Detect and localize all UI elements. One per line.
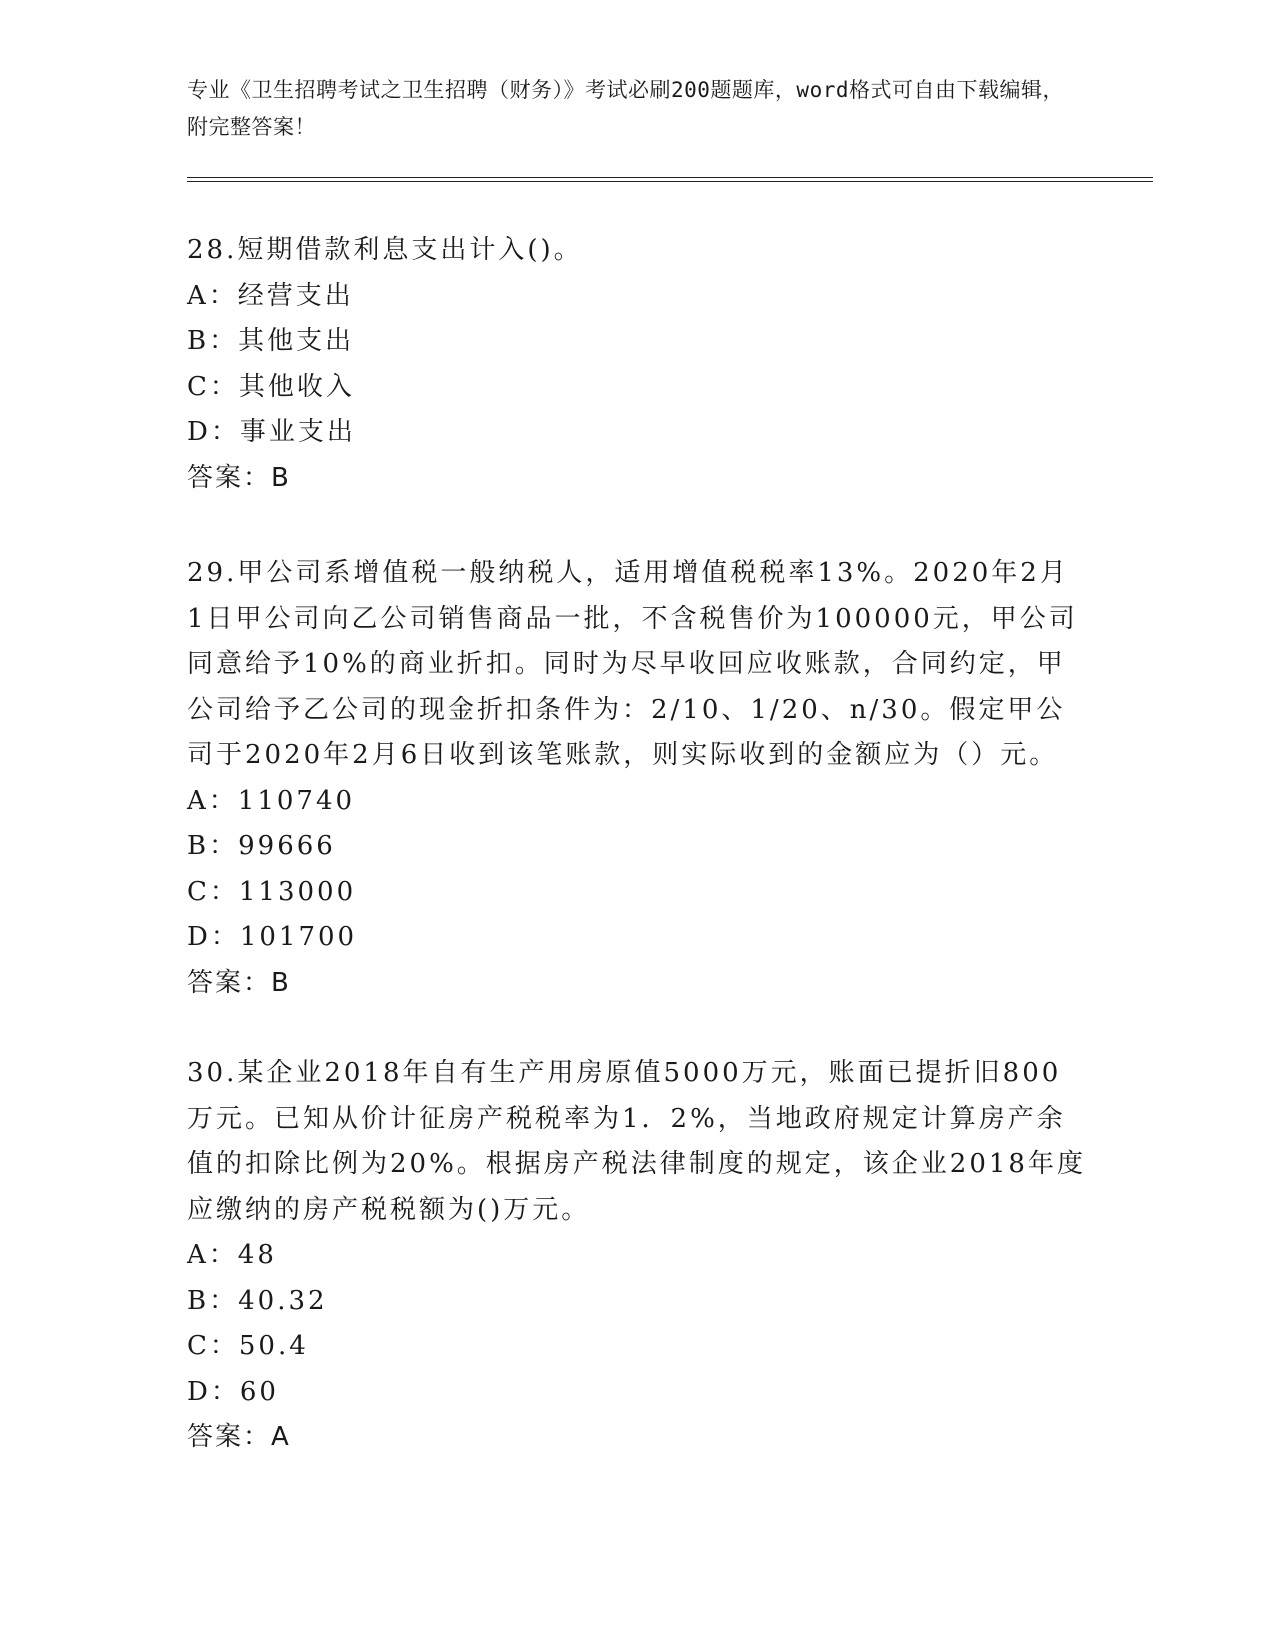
option-d: D：101700	[187, 922, 358, 952]
question-29	[187, 551, 1087, 1006]
question-stem: 29.甲公司系增值税一般纳税人，适用增值税税率13%。2020年2月1日甲公司向乙公司销售商品一批，不含税售价为100000元，甲公司同意给予10%的商业折扣。同时为尽早收回应收账款，合同约定，甲公司给予乙公司的现金折扣条件为：2/10、1/20、n/30。假定甲公司于2020年2月6日收到该笔账款，则实际收到的金额应为（）元。	[187, 558, 1078, 770]
answer: 答案：B	[187, 462, 291, 493]
option-b: B：其他支出	[187, 326, 355, 356]
header-divider-bottom	[187, 181, 1153, 182]
question-28	[187, 228, 1087, 501]
header-text: 专业《卫生招聘考试之卫生招聘（财务）》考试必刷200题题库，word格式可自由下载编辑，附完整答案！	[187, 78, 1064, 139]
option-b: B：99666	[187, 831, 336, 861]
answer: 答案：A	[187, 1422, 291, 1452]
option-a: A：110740	[187, 785, 356, 816]
option-b: B：40.32	[187, 1285, 328, 1316]
question-stem: 30.某企业2018年自有生产用房原值5000万元，账面已提折旧800万元。已知从价计征房产税税率为1．2%，当地政府规定计算房产余值的扣除比例为20%。根据房产税法律制度的规定，该企业2018年度应缴纳的房产税税额为()万元。	[187, 1058, 1086, 1225]
question-stem: 28.短期借款利息支出计入()。	[187, 235, 583, 265]
option-c: C：其他收入	[187, 371, 355, 402]
option-d: D：60	[187, 1376, 279, 1407]
option-a: A：经营支出	[187, 280, 354, 311]
header-divider-top	[187, 177, 1153, 178]
option-c: C：50.4	[187, 1331, 309, 1361]
answer: 答案：B	[187, 967, 291, 998]
option-c: C：113000	[187, 876, 357, 907]
question-30	[187, 1051, 1087, 1461]
document-header	[187, 72, 1067, 146]
option-a: A：48	[187, 1240, 277, 1270]
option-d: D：事业支出	[187, 417, 356, 447]
